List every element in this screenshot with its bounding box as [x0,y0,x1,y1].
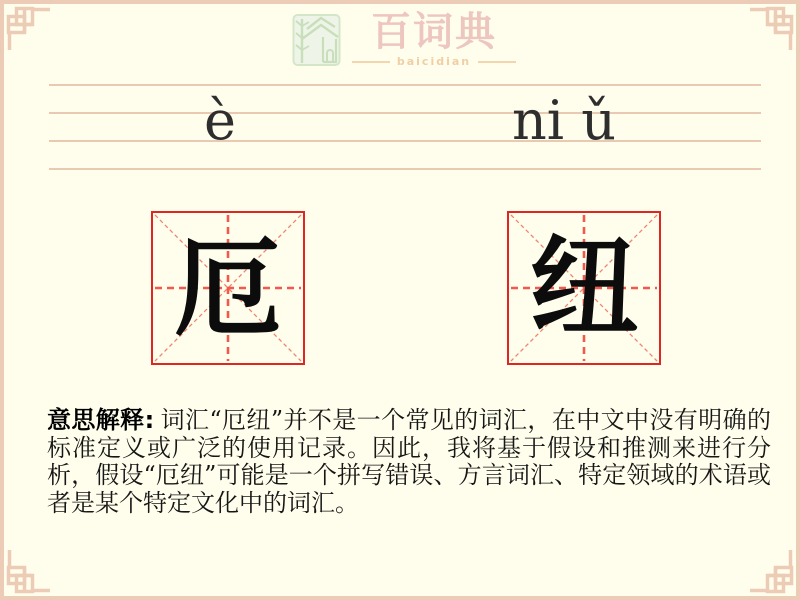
definition-paragraph [47,407,771,517]
definition-label: 意思解释: [47,406,155,434]
pinyin-ruled-area [49,4,761,184]
hanzi-character-1: 厄 [173,225,282,351]
corner-ornament-bottom-right [749,549,795,595]
ruled-line [49,140,761,142]
hanzi-character-2: 纽 [529,225,638,351]
character-box-1 [151,211,305,365]
pinyin-word-1: è [204,89,236,152]
logo-subtitle: baicidian [396,55,472,68]
ruled-line [49,112,761,114]
corner-ornament-bottom-left [5,549,51,595]
logo-title: 百词典 [370,8,497,55]
ruled-line [49,84,761,86]
ruled-line [49,168,761,170]
definition-text: 词汇“厄纽”并不是一个常见的词汇，在中文中没有明确的标准定义或广泛的使用记录。因此，我将基于假设和推测来进行分析，假设“厄纽”可能是一个拼写错误、方言词汇、特定领域的术语或者是某个特定文化中的词汇。 [47,406,771,517]
pinyin-word-2: ni ǔ [512,89,616,152]
character-box-2 [507,211,661,365]
